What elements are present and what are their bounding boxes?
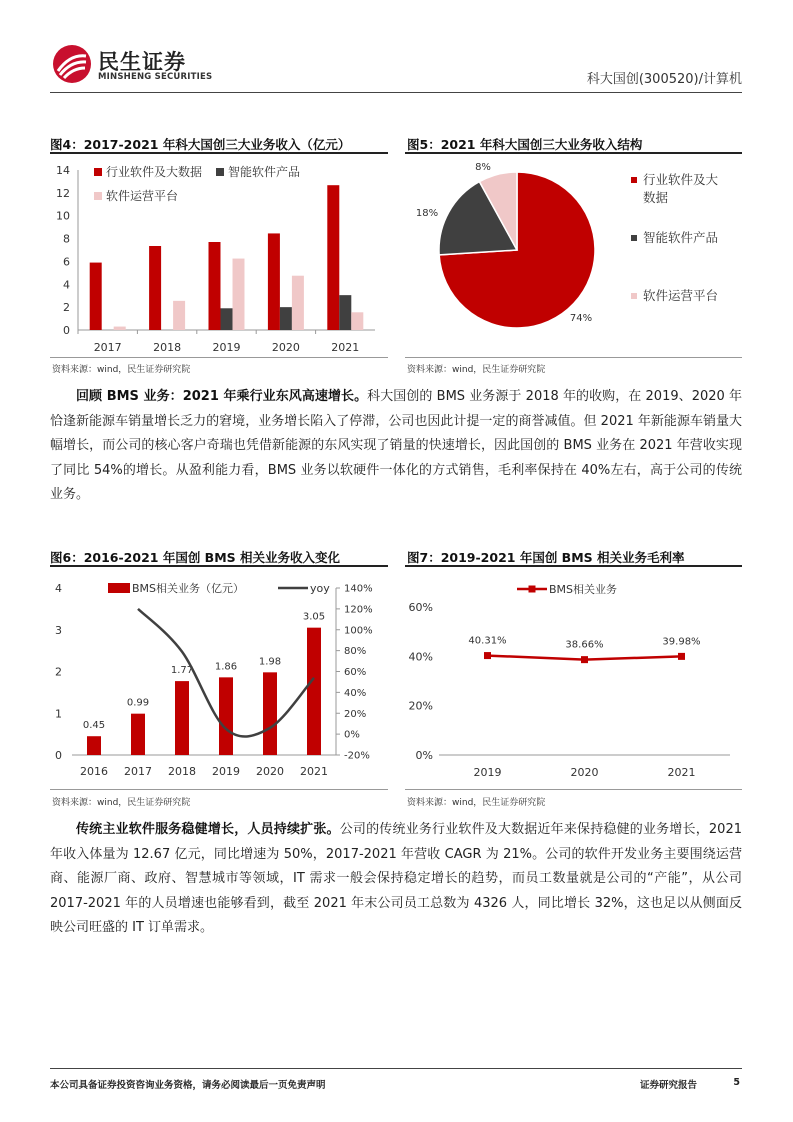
fig7-value-label: 39.98% (662, 636, 701, 648)
fig7-value-label: 38.66% (565, 639, 604, 651)
fig5-title-rule (405, 152, 742, 154)
fig7-y-tick-label: 40% (408, 650, 433, 664)
fig4-y-tick-label: 8 (63, 232, 70, 246)
fig5-legend-swatch (631, 235, 637, 241)
fig4-bar (339, 295, 351, 330)
fig6-y2-tick-label: 40% (344, 687, 367, 699)
fig5-slice-label: 8% (475, 162, 491, 173)
fig4-bar (221, 308, 233, 330)
fig4-bar (173, 301, 185, 330)
page-number: 5 (733, 1077, 740, 1088)
fig4-bar-chart (50, 156, 390, 356)
fig6-x-tick-label: 2019 (212, 765, 240, 778)
fig6-source: 资料来源：wind，民生证券研究院 (52, 798, 191, 808)
fig6-x-tick-label: 2020 (256, 765, 284, 778)
fig4-legend-label: 智能软件产品 (228, 165, 301, 179)
report-subject: 科大国创(300520)/计算机 (586, 72, 742, 87)
fig6-y-tick-label: 1 (55, 707, 62, 721)
fig6-y-tick-label: 3 (55, 623, 62, 637)
fig6-y2-tick-label: 140% (344, 583, 373, 595)
fig7-marker (484, 652, 491, 659)
fig4-y-tick-label: 0 (63, 324, 70, 337)
fig6-y2-tick-label: 100% (344, 625, 373, 637)
fig4-bar (292, 276, 304, 330)
fig4-bar (268, 233, 280, 330)
fig7-legend-label: BMS相关业务 (549, 583, 618, 596)
fig7-legend-marker (529, 586, 536, 593)
fig6-bar (263, 672, 277, 755)
fig4-x-tick-label: 2017 (93, 341, 122, 354)
fig6-title-rule (50, 565, 388, 567)
fig4-y-tick-label: 10 (56, 209, 70, 223)
paragraph-bms-review-lead: 回顾 BMS 业务：2021 年乘行业东风高速增长。 (76, 389, 368, 404)
fig6-y2-tick-label: 120% (344, 604, 373, 616)
paragraph-bms-review (50, 385, 742, 508)
fig4-y-tick-label: 14 (56, 164, 70, 177)
fig6-y-tick-label: 4 (55, 582, 62, 595)
fig4-x-tick-label: 2020 (271, 341, 300, 354)
fig7-x-tick-label: 2021 (667, 766, 696, 779)
brand-name-en: MINSHENG SECURITIES (98, 72, 213, 82)
fig6-bar-value-label: 1.86 (214, 661, 238, 673)
fig6-title: 图6：2016-2021 年国创 BMS 相关业务收入变化 (50, 550, 340, 565)
fig4-source: 资料来源：wind，民生证券研究院 (52, 365, 191, 375)
fig6-bar (175, 681, 189, 755)
fig4-legend-swatch (216, 168, 224, 176)
fig6-y-tick-label: 2 (55, 665, 62, 679)
fig6-y2-tick-label: 20% (344, 708, 367, 720)
fig7-marker (678, 653, 685, 660)
fig6-legend-label: yoy (310, 582, 330, 595)
fig4-source-rule (50, 357, 388, 358)
fig6-y2-tick-label: -20% (344, 750, 370, 762)
fig6-bar (307, 628, 321, 755)
fig6-bar-value-label: 0.99 (126, 697, 150, 709)
footer-divider (50, 1068, 742, 1069)
footer-disclaimer: 本公司具备证券投资咨询业务资格，请务必阅读最后一页免责声明 (50, 1080, 326, 1091)
fig4-bar (209, 242, 221, 330)
fig6-source-rule (50, 789, 388, 790)
fig7-title-rule (405, 565, 742, 567)
fig4-legend-swatch (94, 168, 102, 176)
fig7-y-tick-label: 60% (408, 601, 433, 614)
fig6-bar (219, 677, 233, 755)
fig4-legend-label: 软件运营平台 (106, 189, 179, 203)
fig7-line-chart (405, 570, 742, 788)
fig5-legend-label: 软件运营平台 (643, 288, 719, 303)
fig6-x-tick-label: 2016 (80, 765, 108, 778)
fig4-bar (90, 263, 102, 330)
fig5-pie-chart (405, 156, 742, 356)
fig5-slice-label: 74% (569, 313, 593, 324)
fig6-bar (87, 736, 101, 755)
fig7-y-tick-label: 0% (415, 749, 433, 762)
fig6-legend-label: BMS相关业务（亿元） (132, 582, 245, 595)
fig5-legend-swatch (631, 293, 637, 299)
fig4-x-tick-label: 2019 (212, 341, 241, 354)
fig4-title: 图4：2017-2021 年科大国创三大业务收入（亿元） (50, 137, 351, 152)
fig7-x-tick-label: 2019 (473, 766, 502, 779)
fig6-y2-tick-label: 80% (344, 646, 367, 658)
fig6-bar-value-label: 1.98 (258, 656, 282, 668)
fig6-bar-value-label: 1.77 (170, 665, 194, 677)
brand-name-cn: 民生证券 (98, 50, 186, 74)
fig4-bar (114, 327, 126, 330)
fig5-source: 资料来源：wind，民生证券研究院 (407, 365, 546, 375)
paragraph-software-business-body: 公司的传统业务行业软件及大数据近年来保持稳健的业务增长，2021 年收入体量为 12.67 亿元，同比增速为 50%，2017-2021 年营收 CAGR 为 21%。公司的软件开发业务主要围绕运营商、能源厂商、政府、智慧城市等领域，IT 需求一般会保持稳定增长的趋势，而员工数量就是公司的“产能”，从公司 2017-2021 年的人员增速也能够看到，截至 2021 年末公司员工总数为 4326 人，同比增长 32%，这也足以从侧面反映公司旺盛的 IT 订单需求。 (50, 822, 742, 936)
fig4-y-tick-label: 6 (63, 255, 70, 269)
fig4-legend-label: 行业软件及大数据 (106, 165, 203, 179)
fig4-bar (149, 246, 161, 330)
fig4-bar (280, 307, 292, 330)
fig6-y2-tick-label: 0% (344, 729, 360, 741)
fig4-x-tick-label: 2018 (153, 341, 182, 354)
footer-report-type: 证券研究报告 (639, 1080, 697, 1091)
fig4-bar (233, 259, 245, 330)
fig5-legend-label: 行业软件及大 (643, 172, 719, 187)
fig4-legend-swatch (94, 192, 102, 200)
fig6-y-tick-label: 0 (55, 749, 62, 762)
fig5-legend-label-cont: 数据 (643, 190, 669, 205)
fig6-bar-value-label: 0.45 (82, 720, 106, 732)
fig5-title: 图5：2021 年科大国创三大业务收入结构 (407, 137, 643, 152)
paragraph-software-business (50, 818, 742, 941)
paragraph-bms-review-body: 科大国创的 BMS 业务源于 2018 年的收购，在 2019、2020 年恰逢新能源车销量增长乏力的窘境，业务增长陷入了停滞，公司也因此计提一定的商誉减值。但 2021 年新能源车销量大幅增长，而公司的核心客户奇瑞也凭借新能源的东风实现了销量的快速增长，因此国创的 BMS 业务在 2021 年营收实现了同比 54%的增长。从盈利能力看，BMS 业务以软硬件一体化的方式销售，毛利率保持在 40%左右，高于公司的传统业务。 (50, 389, 743, 503)
fig5-legend-label: 智能软件产品 (643, 230, 719, 245)
fig4-bar (351, 312, 363, 330)
fig7-title: 图7：2019-2021 年国创 BMS 相关业务毛利率 (407, 550, 685, 565)
fig7-y-tick-label: 20% (408, 699, 433, 713)
fig4-y-tick-label: 4 (63, 278, 70, 292)
fig6-x-tick-label: 2017 (124, 765, 152, 778)
fig4-bar (327, 185, 339, 330)
fig4-y-tick-label: 2 (63, 301, 70, 315)
fig4-title-rule (50, 152, 388, 154)
fig6-combo-chart (50, 570, 390, 788)
header-divider (50, 92, 742, 93)
fig4-x-tick-label: 2021 (331, 341, 360, 354)
minsheng-logo-icon (52, 44, 92, 84)
fig6-x-tick-label: 2018 (168, 765, 196, 778)
fig5-source-rule (405, 357, 742, 358)
paragraph-software-business-lead: 传统主业软件服务稳健增长，人员持续扩张。 (76, 822, 340, 837)
fig7-source: 资料来源：wind，民生证券研究院 (407, 798, 546, 808)
fig6-y2-tick-label: 60% (344, 667, 367, 678)
fig7-marker (581, 656, 588, 663)
fig5-legend-swatch (631, 177, 637, 183)
fig7-value-label: 40.31% (468, 635, 507, 647)
fig7-x-tick-label: 2020 (570, 766, 599, 779)
fig6-x-tick-label: 2021 (300, 765, 328, 778)
fig6-legend-swatch (108, 583, 130, 593)
fig6-bar-value-label: 3.05 (302, 611, 326, 623)
fig5-slice-label: 18% (415, 208, 439, 219)
fig6-bar (131, 714, 145, 755)
fig7-source-rule (405, 789, 742, 790)
fig4-y-tick-label: 12 (56, 186, 70, 200)
